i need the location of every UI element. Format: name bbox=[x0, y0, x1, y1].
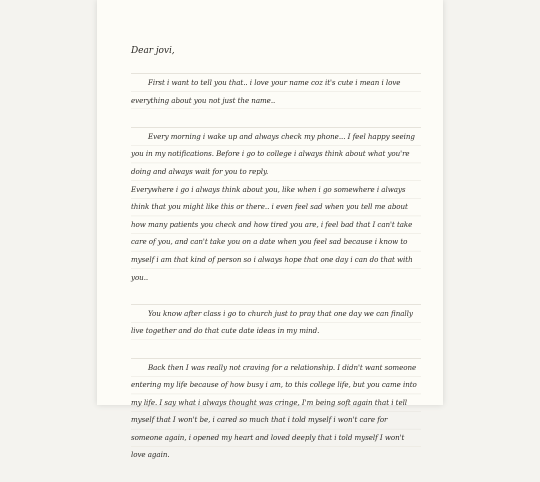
letter-paragraph: First i want to tell you that.. i love your name coz it's cute i mean i love everything about you not just the name.. bbox=[131, 73, 421, 109]
letter-paragraph: Every morning i wake up and always check my phone... I feel happy seeing you in my notifications. Before i go to college i always think about what you're doing and always wait for you to reply. bbox=[131, 127, 421, 181]
letter-paragraph: Back then I was really not craving for a relationship. I didn't want someone entering my life because of how busy i am, to this college life, but you came into my life. I say what i always thought was cringe, I'm being soft again that i tell myself that I won't be, i cared so much that i told myself i won't care for someone again, i opened my heart and loved deeply that i told myself I won't love again. bbox=[131, 358, 421, 465]
letter-body bbox=[131, 41, 421, 482]
letter-paragraph: Everywhere i go i always think about you, like when i go somewhere i always think that you might like this or there.. i even feel sad when you tell me about how many patients you check and how tired you are, i feel bad that I can't take care of you, and can't take you on a date when you feel sad because i know to myself i am that kind of person so i always hope that one day i can do that with you.. bbox=[131, 181, 421, 287]
letter-salutation: Dear jovi, bbox=[131, 46, 175, 56]
letter-page bbox=[97, 0, 443, 460]
letter-paragraph: You know after class i go to church just to pray that one day we can finally live together and do that cute date ideas in my mind. bbox=[131, 304, 421, 340]
